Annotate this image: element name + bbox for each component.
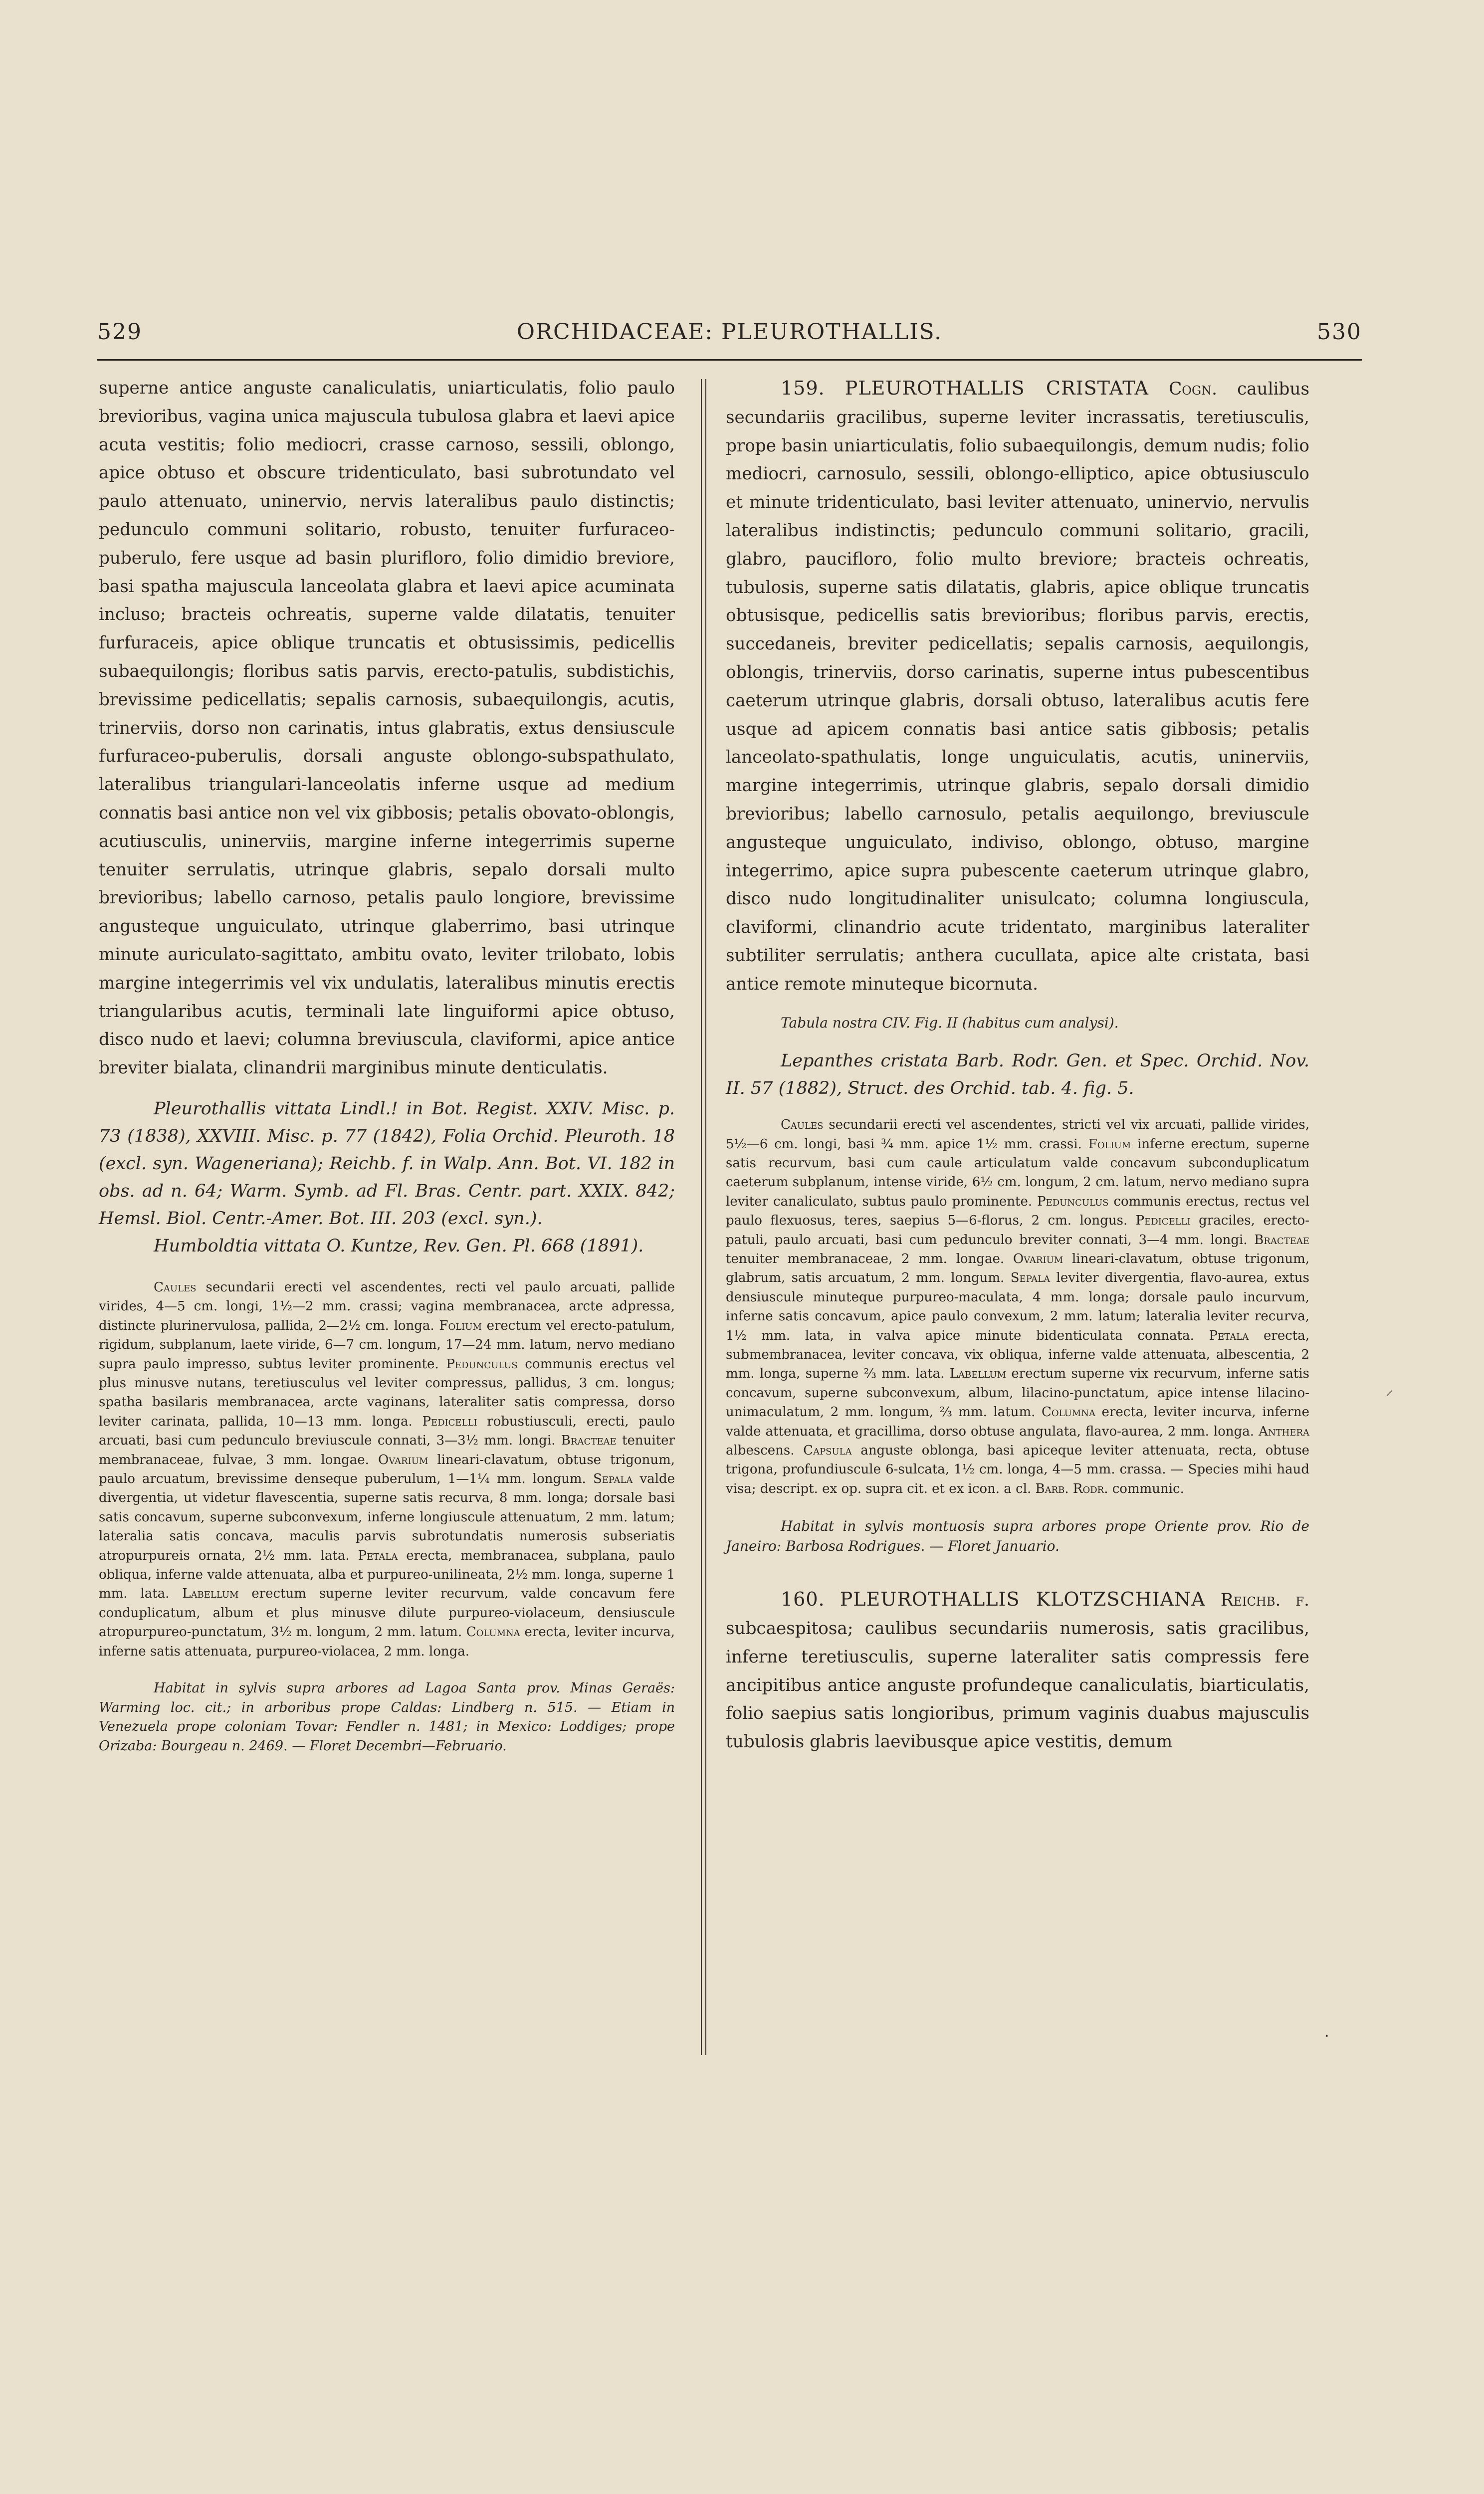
organ-label: Anthera xyxy=(1259,1424,1309,1439)
organ-label: Folium xyxy=(1088,1136,1131,1152)
organ-description: erectum superne vix recurvum, inferne satis concavum, superne subconvexum, album, lilacino-punctatum, apice intense lilacino-unimaculatum, 2 mm. longum, ⅔ mm. latum. xyxy=(726,1366,1309,1420)
organ-description: erectum superne leviter recurvum, valde concavum fere conduplicatum, album et plus minusve dilute purpureo-violaceum, densiuscule atropurpureo-punctatum, 3½ m. longum, 2 mm. latum. xyxy=(99,1586,675,1640)
organ-label: Petala xyxy=(1209,1328,1249,1343)
species-number: 160. xyxy=(781,1588,825,1611)
organ-label: Labellum xyxy=(949,1366,1006,1382)
column-divider xyxy=(701,379,706,2055)
organ-description: robustiusculi, erecti, paulo arcuati, basi cum pedunculo breviuscule connati, 3—3½ mm. longi. xyxy=(99,1414,675,1449)
organ-description: leviter divergentia, flavo-aurea, extus densiuscule minuteque purpureo-maculata, 4 mm. longa; dorsale paulo incurvum, inferne satis concavum, apice paulo convexum, 2 mm. latum; lateralia leviter recurva, 1½ mm. lata, in valva apice minute bidenticulata connata. xyxy=(726,1270,1309,1343)
running-title: ORCHIDACEAE: PLEUROTHALLIS. xyxy=(516,319,943,345)
right-column xyxy=(726,374,1309,1756)
detailed-description xyxy=(726,1115,1309,1498)
organ-description: tenuiter membranaceae, fulvae, 3 mm. longae. xyxy=(99,1433,675,1467)
organ-label: Caules xyxy=(154,1279,197,1295)
organ-description: secundarii erecti vel ascendentes, recti vel paulo arcuati, pallide virides, 4—5 cm. longi, 1½—2 mm. crassi; vagina membranacea, arcte adpressa, distincte plurinervulosa, pallida, 2—2½ cm. longa. xyxy=(99,1279,675,1333)
organ-description: communic. xyxy=(1108,1481,1184,1496)
organ-label: Bracteae xyxy=(1254,1232,1309,1247)
organ-description: inferne erectum, superne satis recurvum, basi cum caule articulatum valde concavum subconduplicatum caeterum subplanum, intense viride, 6½ cm. longum, 2 cm. latum, nervo mediano supra leviter canaliculato, subtus paulo prominente. xyxy=(726,1136,1309,1209)
synonym-citation: Pleurothallis vittata Lindl.! in Bot. Regist. XXIV. Misc. p. 73 (1838), XXVIII. Misc. p. 77 (1842), Folia Orchid. Pleuroth. 18 (excl. syn. Wageneriana); Reichb. f. in Walp. Ann. Bot. VI. 182 in obs. ad n. 64; Warm. Symb. ad Fl. Bras. Centr. part. XXIX. 842; Hemsl. Biol. Centr.-Amer. Bot. III. 203 (excl. syn.). xyxy=(99,1098,675,1229)
species-entry-159 xyxy=(726,374,1309,999)
organ-label: Folium xyxy=(439,1318,482,1333)
organ-label: Caules xyxy=(781,1117,824,1133)
page-header xyxy=(97,319,1362,354)
page-number-left: 529 xyxy=(97,319,142,345)
organ-description: erecta, submembranacea, leviter concava, vix obliqua, inferne valde attenuata, albescentia, 2 mm. longa, superne ⅔ mm. lata. xyxy=(726,1328,1309,1382)
ink-mark: ⸝ xyxy=(1386,1381,1393,1399)
organ-description: erecta, leviter incurva, inferne satis attenuata, purpureo-violacea, 2 mm. longa. xyxy=(99,1625,675,1659)
header-rule xyxy=(97,359,1362,361)
description-continued: superne antice anguste canaliculatis, uniarticulatis, folio paulo brevioribus, vagina unica majuscula tubulosa glabra et laevi apice acuta vestitis; folio mediocri, crasse carnoso, sessili, oblongo, apice obtuso et obscure tridenticulato, basi subrotundato vel paulo attenuato, uninervio, nervis lateralibus paulo distinctis; pedunculo communi solitario, robusto, tenuiter furfuraceo-puberulo, fere usque ad basin plurifloro, folio dimidio breviore, basi spatha majuscula lanceolata glabra et laevi apice acuminata incluso; bracteis ochreatis, superne valde dilatatis, tenuiter furfuraceis, apice oblique truncatis et obtusissimis, pedicellis subaequilongis; floribus satis parvis, erecto-patulis, subdistichis, brevissime pedicellatis; sepalis carnosis, subaequilongis, acutis, trinerviis, dorso non carinatis, intus glabratis, extus densiuscule furfuraceo-puberulis, dorsali anguste oblongo-subspathulato, lateralibus triangulari-lanceolatis inferne usque ad medium connatis basi antice non vel vix gibbosis; petalis obovato-oblongis, acutiusculis, uninerviis, margine inferne integerrimis superne tenuiter serrulatis, utrinque glabris, sepalo dorsali multo brevioribus; labello carnoso, petalis paulo longiore, brevissime angusteque unguiculato, utrinque glaberrimo, basi utrinque minute auriculato-sagittato, ambitu ovato, leviter trilobato, lobis margine integerrimis vel vix undulatis, lateralibus minutis erectis triangularibus acutis, terminali late linguiformi apice obtuso, disco nudo et laevi; columna breviuscula, claviformi, apice antice breviter bialata, clinandrii marginibus minute denticulatis. xyxy=(99,378,675,1078)
detailed-description xyxy=(99,1278,675,1661)
organ-label: Pedicelli xyxy=(422,1414,477,1429)
organ-label: Barb. Rodr. xyxy=(1035,1481,1108,1496)
organ-description: anguste oblonga, basi apiceque leviter attenuata, recta, obtuse trigona, profundiuscule 6-sulcata, 1½ cm. longa, 4—5 mm. crassa. — Species mihi haud visa; descript. ex op. supra cit. et ex icon. a cl. xyxy=(726,1443,1309,1496)
organ-description: albescens. xyxy=(726,1443,804,1458)
organ-label: Petala xyxy=(358,1548,398,1563)
species-entry-160 xyxy=(726,1585,1309,1756)
species-diagnosis: subcaespitosa; caulibus secundariis numerosis, satis gracilibus, inferne teretiusculis, superne lateraliter satis compressis fere ancipitibus antice anguste profundeque canaliculatis, biarticulatis, folio saepius satis longioribus, primum vaginis duabus majusculis tubulosis glabris laevibusque apice vestitis, demum xyxy=(726,1619,1309,1752)
species-number: 159. xyxy=(781,377,825,399)
organ-description: lineari-clavatum, obtuse trigonum, glabrum, satis arcuatum, 2 mm. longum. xyxy=(726,1251,1310,1286)
habitat-note: Habitat in sylvis supra arbores ad Lagoa Santa prov. Minas Geraës: Warming loc. cit.; in arboribus prope Caldas: Lindberg n. 515. — Etiam in Venezuela prope coloniam Tovar: Fendler n. 1481; in Mexico: Loddiges; prope Orizaba: Bourgeau n. 2469. — Floret Decembri—Februario. xyxy=(99,1680,675,1754)
organ-description: erectum vel erecto-patulum, rigidum, subplanum, laete viride, 6—7 cm. longum, 17—24 mm. latum, nervo mediano supra paulo impresso, subtus leviter prominente. xyxy=(99,1318,675,1372)
organ-description: communis erectus vel plus minusve nutans, teretiusculus vel leviter compressus, pallidus, 3 cm. longus; spatha basilaris membranacea, arcte vaginans, lateraliter satis compressa, dorso leviter carinata, pallida, 10—13 mm. longa. xyxy=(99,1356,675,1429)
organ-description: graciles, erecto-patuli, paulo arcuati, basi cum pedunculo breviter connati, 3—4 mm. longi. xyxy=(726,1213,1309,1247)
tabula-reference: Tabula nostra CIV. Fig. II (habitus cum analysi). xyxy=(781,1014,1119,1031)
organ-label: Sepala xyxy=(593,1471,633,1486)
species-name: PLEUROTHALLIS KLOTZSCHIANA xyxy=(840,1588,1206,1611)
organ-label: Labellum xyxy=(182,1586,239,1602)
organ-description: lineari-clavatum, obtuse trigonum, paulo arcuatum, brevissime denseque puberulum, 1—1¼ mm. longum. xyxy=(99,1452,675,1486)
organ-label: Columna xyxy=(466,1625,520,1640)
ink-dot: · xyxy=(1324,2028,1329,2045)
synonym-citation: Humboldtia vittata O. Kuntze, Rev. Gen. Pl. 668 (1891). xyxy=(154,1236,644,1256)
organ-label: Bracteae xyxy=(561,1433,617,1449)
organ-label: Capsula xyxy=(803,1443,852,1458)
organ-label: Sepala xyxy=(1010,1270,1051,1286)
organ-description: tenuiter membranaceae, 2 mm. longae. xyxy=(726,1251,1013,1266)
organ-label: Ovarium xyxy=(378,1452,428,1467)
organ-label: Columna xyxy=(1041,1405,1095,1420)
organ-label: Pedicelli xyxy=(1135,1213,1191,1229)
organ-description: valde divergentia, ut videtur flavescentia, superne satis recurva, 8 mm. longa; dorsale basi satis concavum, superne subconvexum, inferne longiuscule attenuatum, 2 mm. latum; lateralia satis concava, maculis parvis subrotundatis numerosis subseriatis atropurpureis ornata, 2½ mm. lata. xyxy=(99,1471,675,1563)
organ-label: Ovarium xyxy=(1013,1251,1063,1266)
organ-label: Pedunculus xyxy=(1037,1194,1109,1209)
species-name: PLEUROTHALLIS CRISTATA xyxy=(845,377,1149,399)
page-number-right: 530 xyxy=(1317,319,1362,345)
species-author: Reichb. f. xyxy=(1220,1590,1309,1611)
organ-label: Pedunculus xyxy=(446,1356,518,1372)
organ-description: communis erectus, rectus vel paulo flexuosus, teres, saepius 5—6-florus, 2 cm. longus. xyxy=(726,1194,1309,1229)
organ-description: erecta, leviter incurva, inferne valde attenuata, et gracillima, dorso obtuse angulata, flavo-aurea, 2 mm. longa. xyxy=(726,1405,1310,1439)
species-author: Cogn. xyxy=(1169,379,1217,399)
habitat-note: Habitat in sylvis montuosis supra arbores prope Oriente prov. Rio de Janeiro: Barbosa Rodrigues. — Floret Januario. xyxy=(726,1518,1309,1555)
synonym-citation: Lepanthes cristata Barb. Rodr. Gen. et Spec. Orchid. Nov. II. 57 (1882), Struct. des Orchid. tab. 4. fig. 5. xyxy=(726,1051,1309,1099)
organ-description: erecta, membranacea, subplana, paulo obliqua, inferne valde attenuata, alba et purpureo-unilineata, 2½ mm. longa, superne 1 mm. lata. xyxy=(99,1548,675,1602)
organ-description: secundarii erecti vel ascendentes, stricti vel vix arcuati, pallide virides, 5½—6 cm. longi, basi ¾ mm. apice 1½ mm. crassi. xyxy=(726,1117,1309,1152)
species-diagnosis: caulibus secundariis gracilibus, superne leviter incrassatis, teretiusculis, prope basin uniarticulatis, folio subaequilongis, demum nudis; folio mediocri, carnosulo, sessili, oblongo-elliptico, apice obtusiusculo et minute tridenticulato, basi leviter attenuato, uninervio, nervulis lateralibus indistinctis; pedunculo communi solitario, gracili, glabro, paucifloro, folio multo breviore; bracteis ochreatis, tubulosis, superne satis dilatatis, glabris, apice oblique truncatis obtusisque, pedicellis satis brevioribus; floribus parvis, erectis, succedaneis, breviter pedicellatis; sepalis carnosis, aequilongis, oblongis, trinerviis, dorso carinatis, superne intus pubescentibus caeterum utrinque glabris, dorsali obtuso, lateralibus acutis fere usque ad apicem connatis basi antice satis gibbosis; petalis lanceolato-spathulatis, longe unguiculatis, acutis, uninerviis, margine integerrimis, utrinque glabris, sepalo dorsali dimidio brevioribus; labello carnosulo, petalis aequilongo, breviuscule angusteque unguiculato, indiviso, oblongo, obtuso, margine integerrimo, apice supra pubescente caeterum utrinque glabro, disco nudo longitudinaliter unisulcato; columna longiuscula, claviformi, clinandrio acute tridentato, marginibus lateraliter subtiliter serrulatis; anthera cucullata, apice alte cristata, basi antice remote minuteque bicornuta. xyxy=(726,379,1310,994)
left-column xyxy=(99,374,675,1756)
